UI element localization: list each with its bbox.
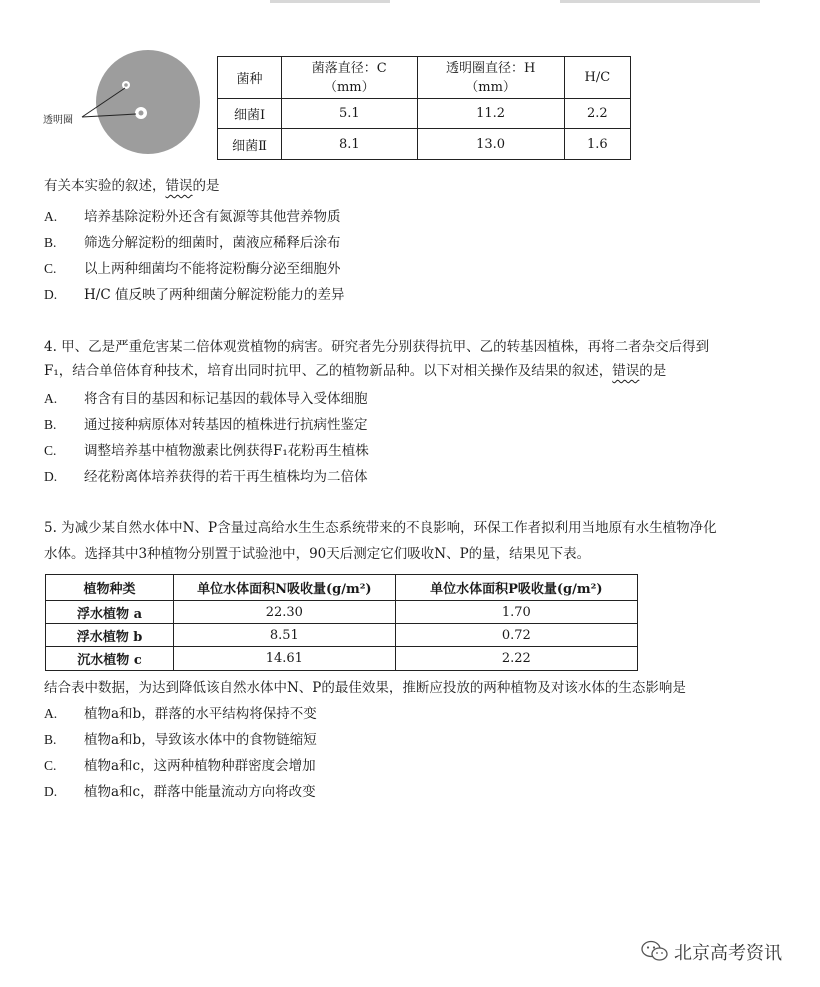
table-header-cell: 透明圈直径：H （mm） — [417, 57, 564, 99]
petri-label: 透明圈 — [43, 115, 73, 126]
option-text: 植物a和c，群落中能量流动方向将改变 — [84, 784, 316, 800]
option-letter: B. — [44, 235, 57, 250]
table-header-cell: 菌落直径：C （mm） — [282, 57, 417, 99]
table-header-cell: 单位水体面积P吸收量(g/m²) — [395, 575, 637, 601]
table-row — [218, 129, 631, 160]
option-text: 以上两种细菌均不能将淀粉酶分泌至细胞外 — [84, 261, 341, 277]
option-text: 经花粉离体培养获得的若干再生植株均为二倍体 — [84, 469, 368, 485]
table-row — [218, 99, 631, 129]
table-header-row — [46, 575, 638, 601]
table-cell: 1.6 — [564, 129, 630, 160]
option-letter: D. — [44, 784, 58, 799]
emphasis-wrong: 错误 — [165, 178, 193, 194]
table-header-cell: 菌种 — [218, 57, 282, 99]
option-text: 调整培养基中植物激素比例获得F₁花粉再生植株 — [84, 443, 369, 459]
table-row — [46, 624, 638, 647]
petri-dish-figure — [40, 48, 200, 158]
table-row — [46, 647, 638, 671]
q5-stem-line1: 5. 为减少某自然水体中N、P含量过高给水生生态系统带来的不良影响，环保工作者拟利用当地原有水生植物净化 — [44, 520, 717, 536]
table-cell: 22.30 — [174, 601, 396, 624]
option-text: H/C 值反映了两种细菌分解淀粉能力的差异 — [84, 287, 345, 303]
option-letter: A. — [44, 209, 58, 224]
table-cell: 1.70 — [395, 601, 637, 624]
top-edge-mark — [270, 0, 390, 3]
wechat-icon — [640, 939, 670, 963]
option-text: 通过接种病原体对转基因的植株进行抗病性鉴定 — [84, 417, 368, 433]
option-letter: C. — [44, 443, 57, 458]
table-cell: 8.51 — [174, 624, 396, 647]
table-cell: 5.1 — [282, 99, 417, 129]
q4-stem-line2: F₁，结合单倍体育种技术，培育出同时抗甲、乙的植物新品种。以下对相关操作及结果的叙述，错误的是 — [44, 363, 667, 379]
table-cell: 0.72 — [395, 624, 637, 647]
option-letter: D. — [44, 469, 58, 484]
option-letter: A. — [44, 706, 58, 721]
table-cell: 13.0 — [417, 129, 564, 160]
table-cell: 11.2 — [417, 99, 564, 129]
option-letter: C. — [44, 261, 57, 276]
option-letter: B. — [44, 732, 57, 747]
option-letter: C. — [44, 758, 57, 773]
q5-stem-line2: 水体。选择其中3种植物分别置于试验池中，90天后测定它们吸收N、P的量，结果见下表。 — [44, 546, 591, 562]
table-cell: 细菌Ⅱ — [218, 129, 282, 160]
emphasis-wrong: 错误 — [612, 363, 640, 379]
option-text: 培养基除淀粉外还含有氮源等其他营养物质 — [84, 209, 341, 225]
q4-stem-line1: 4. 甲、乙是严重危害某二倍体观赏植物的病害。研究者先分别获得抗甲、乙的转基因植株，再将二者杂交后得到 — [44, 339, 710, 355]
table-cell: 14.61 — [174, 647, 396, 671]
option-letter: D. — [44, 287, 58, 302]
table-cell: 2.22 — [395, 647, 637, 671]
q3-stem: 有关本实验的叙述，错误的是 — [44, 178, 220, 194]
table-cell: 细菌Ⅰ — [218, 99, 282, 129]
table-cell: 8.1 — [282, 129, 417, 160]
option-text: 植物a和b，群落的水平结构将保持不变 — [84, 706, 317, 722]
option-text: 将含有目的基因和标记基因的载体导入受体细胞 — [84, 391, 368, 407]
table-row — [46, 601, 638, 624]
table-cell: 沉水植物 c — [46, 647, 174, 671]
option-letter: A. — [44, 391, 58, 406]
option-text: 植物a和c，这两种植物种群密度会增加 — [84, 758, 316, 774]
table-header-cell: 植物种类 — [46, 575, 174, 601]
option-letter: B. — [44, 417, 57, 432]
absorption-table — [45, 574, 638, 671]
colony-table — [217, 56, 631, 160]
option-text: 植物a和b，导致该水体中的食物链缩短 — [84, 732, 317, 748]
petri-dish — [96, 50, 200, 154]
table-header-cell: 单位水体面积N吸收量(g/m²) — [174, 575, 396, 601]
table-cell: 浮水植物 a — [46, 601, 174, 624]
table-header-cell: H/C — [564, 57, 630, 99]
table-cell: 2.2 — [564, 99, 630, 129]
table-cell: 浮水植物 b — [46, 624, 174, 647]
option-text: 筛选分解淀粉的细菌时，菌液应稀释后涂布 — [84, 235, 341, 251]
watermark-text: 北京高考资讯 — [674, 943, 782, 964]
top-edge-mark — [560, 0, 760, 3]
table-header-row — [218, 57, 631, 99]
q5-stem: 结合表中数据，为达到降低该自然水体中N、P的最佳效果，推断应投放的两种植物及对该水体的生态影响是 — [44, 680, 686, 696]
